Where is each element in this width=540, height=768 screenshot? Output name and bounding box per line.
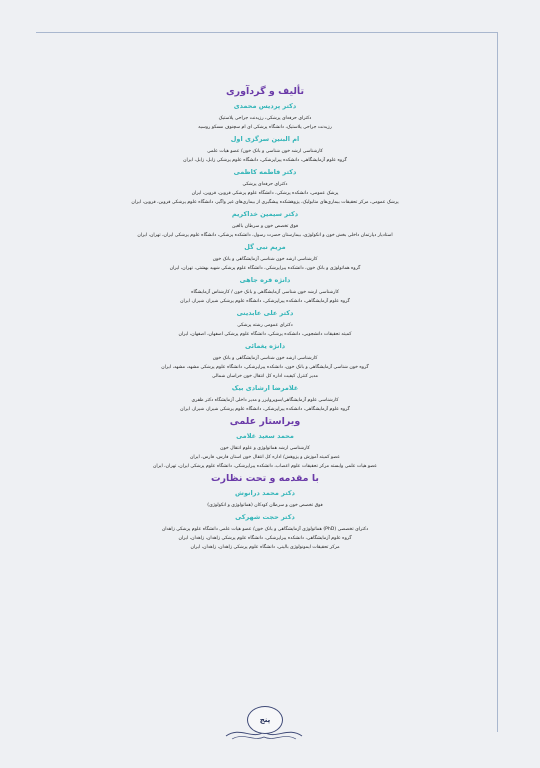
credits-content xyxy=(40,84,490,552)
page-frame-right-line xyxy=(497,32,498,732)
affiliation-line: کمیته تحقیقات دانشجویی، دانشکده پزشکی، دانشگاه علوم پزشکی اصفهان، اصفهان، ایران xyxy=(178,332,352,337)
affiliation-line: کارشناسی ارشد خون شناسی آزمایشگاهی و بانک خون xyxy=(212,356,318,361)
affiliation-line: دکترای حرفه‌ای پزشکی، رزیدنت جراحی پلاستیک xyxy=(218,116,312,121)
person-name: غلامرضا ارشادی بیک xyxy=(231,384,299,392)
affiliation-line: عضو هیات علمی وابسته مرکز تحقیقات علوم اعصاب، دانشکده پیراپزشکی، دانشگاه علوم پزشکی ایران، تهران، ایران xyxy=(152,464,378,469)
page-frame-top-line xyxy=(36,32,498,33)
affiliation-line: گروه خون شناسی آزمایشگاهی و بانک خون، دانشکده پیراپزشکی، دانشگاه علوم پزشکی مشهد، مشهد، ایران xyxy=(161,365,369,370)
person-name: مریم نبی گل xyxy=(244,243,286,251)
affiliation-line: مرکز تحقیقات ایمونولوژی بالینی، دانشگاه علوم پزشکی زاهدان، زاهدان، ایران xyxy=(190,545,340,550)
section-title: تألیف و گردآوری xyxy=(225,86,305,97)
affiliation-line: استادیار دپارتمان داخلی بخش خون و انکولوژی، بیمارستان حضرت رسول، دانشکده پزشکی، دانشگاه علوم پزشکی ایران، تهران، ایران xyxy=(137,233,393,238)
affiliation-line: گروه علوم آزمایشگاهی، دانشکده پیراپزشکی، دانشگاه علوم پزشکی زابل، زابل، ایران xyxy=(183,158,347,163)
affiliation-line: پزشک عمومی، دانشکده پزشکی، دانشگاه علوم پزشکی قزوین، قزوین، ایران xyxy=(191,191,339,196)
affiliation-line: گروه علوم آزمایشگاهی، دانشکده پیراپزشکی، دانشگاه علوم پزشکی زاهدان، زاهدان، ایران xyxy=(178,536,352,541)
person-name: دانژه فره جاهی xyxy=(239,276,291,284)
section-title: با مقدمه و تحت نظارت xyxy=(211,473,319,484)
affiliation-line: مدیر کنترل کیفیت اداره کل انتقال خون خراسان شمالی xyxy=(212,374,318,379)
affiliation-line: کارشناسی علوم آزمایشگاهی/سوپروایزر و مدیر داخلی آزمایشگاه دکتر ظفری xyxy=(191,398,339,403)
affiliation-line: گروه علوم آزمایشگاهی، دانشکده پیراپزشکی، دانشگاه علوم پزشکی شیراز، شیراز، ایران xyxy=(180,299,350,304)
affiliation-line: دکترای عمومی رشته پزشکی xyxy=(237,323,293,328)
affiliation-line: فوق تخصص خون و سرطان بالغین xyxy=(231,224,299,229)
affiliation-line: عضو کمیته آموزش و پژوهش/ اداره کل انتقال خون استان فارس، فارس، ایران xyxy=(189,455,341,460)
affiliation-line: دکترای تخصصی (PhD) هماتولوژی آزمایشگاهی و بانک خون/ عضو هیات علمی دانشگاه علوم پزشکی زاهدان xyxy=(161,527,369,532)
person-name: دکتر فاطمه کاظمی xyxy=(233,168,297,176)
affiliation-line: رزیدنت جراحی پلاستیک، دانشگاه پزشکی ای ام سچنوف مسکو روسیه xyxy=(198,125,332,130)
affiliation-line: دکترای حرفه‌ای پزشکی xyxy=(242,182,288,187)
person-name: ام البنین سرگزی اول xyxy=(230,135,300,143)
affiliation-line: گروه علوم آزمایشگاهی، دانشکده پیراپزشکی، دانشگاه علوم پزشکی شیراز، شیراز، ایران xyxy=(180,407,350,412)
affiliation-line: کارشناسی ارشد خون شناسی آزمایشگاهی و بانک خون / کارشناس آزمایشگاه xyxy=(191,290,339,295)
person-name: دکتر علی عابدینی xyxy=(236,309,294,317)
affiliation-line: گروه هماتولوژی و بانک خون، دانشکده پیراپزشکی، دانشگاه علوم پزشکی شهید بهشتی، تهران، ایران xyxy=(169,266,361,271)
affiliation-line: کارشناسی ارشد خون شناسی و بانک خون/ عضو هیات علمی xyxy=(207,149,323,154)
affiliation-line: کارشناسی ارشد هماتولوژی و علوم انتقال خون xyxy=(220,446,310,451)
affiliation-line: پزشک عمومی، مرکز تحقیقات بیماری‌های متابولیک، پژوهشکده پیشگیری از بیماری‌های غیر واگیر، دانشگاه علوم پزشکی قزوین، قزوین، ایران xyxy=(131,200,399,205)
affiliation-line: کارشناسی ارشد خون شناسی آزمایشگاهی و بانک خون xyxy=(212,257,318,262)
person-name: دکتر محمد درانوش xyxy=(235,489,295,497)
page-number-label: پنج xyxy=(259,716,271,724)
person-name: دکتر سیمین خداکریم xyxy=(231,210,299,218)
person-name: دکتر پردیس محمدی xyxy=(233,102,297,110)
person-name: دانژه یغمائی xyxy=(244,342,286,350)
person-name: محمد سعید غلامی xyxy=(236,432,294,440)
page-number-badge xyxy=(247,706,283,734)
person-name: دکتر حجت شهرکی xyxy=(235,513,295,521)
section-title: ویراستار علمی xyxy=(229,416,301,427)
affiliation-line: فوق تخصص خون و سرطان کودکان (هماتولوژی و انکولوژی) xyxy=(207,503,323,508)
